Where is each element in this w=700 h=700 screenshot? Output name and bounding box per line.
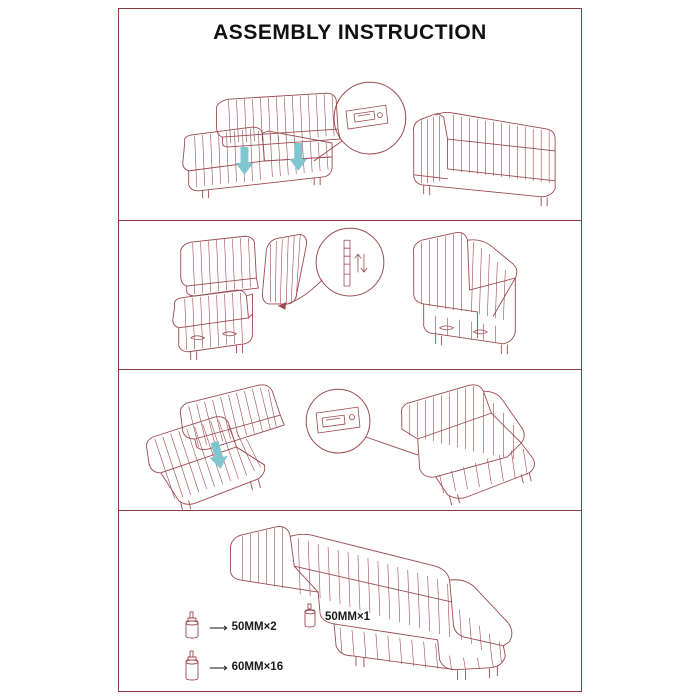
leg-50mm-single-icon xyxy=(299,602,321,632)
step-3-panel xyxy=(119,369,581,510)
leg-50mm-icon xyxy=(179,610,205,644)
parts-legend xyxy=(159,602,459,682)
legend-label-2: 50MM×1 xyxy=(325,611,371,623)
legend-label-1: 60MM×16 xyxy=(231,661,284,673)
step-2-illustration xyxy=(119,220,581,369)
legend-arrow-1: ⟶ xyxy=(209,659,228,675)
step-4-panel xyxy=(119,510,581,693)
instruction-sheet xyxy=(118,8,582,692)
legend-label-0: 50MM×2 xyxy=(231,621,277,633)
legend-item-2 xyxy=(299,602,370,632)
legend-arrow-0: ⟶ xyxy=(209,619,228,635)
page-title: ASSEMBLY INSTRUCTION xyxy=(213,21,487,44)
legend-item-1 xyxy=(179,650,283,684)
step-1-panel xyxy=(119,65,581,220)
leg-60mm-icon xyxy=(179,650,205,684)
step-3-illustration xyxy=(119,369,581,510)
step-2-panel xyxy=(119,220,581,369)
step-1-illustration xyxy=(119,65,581,220)
legend-item-0 xyxy=(179,610,277,644)
